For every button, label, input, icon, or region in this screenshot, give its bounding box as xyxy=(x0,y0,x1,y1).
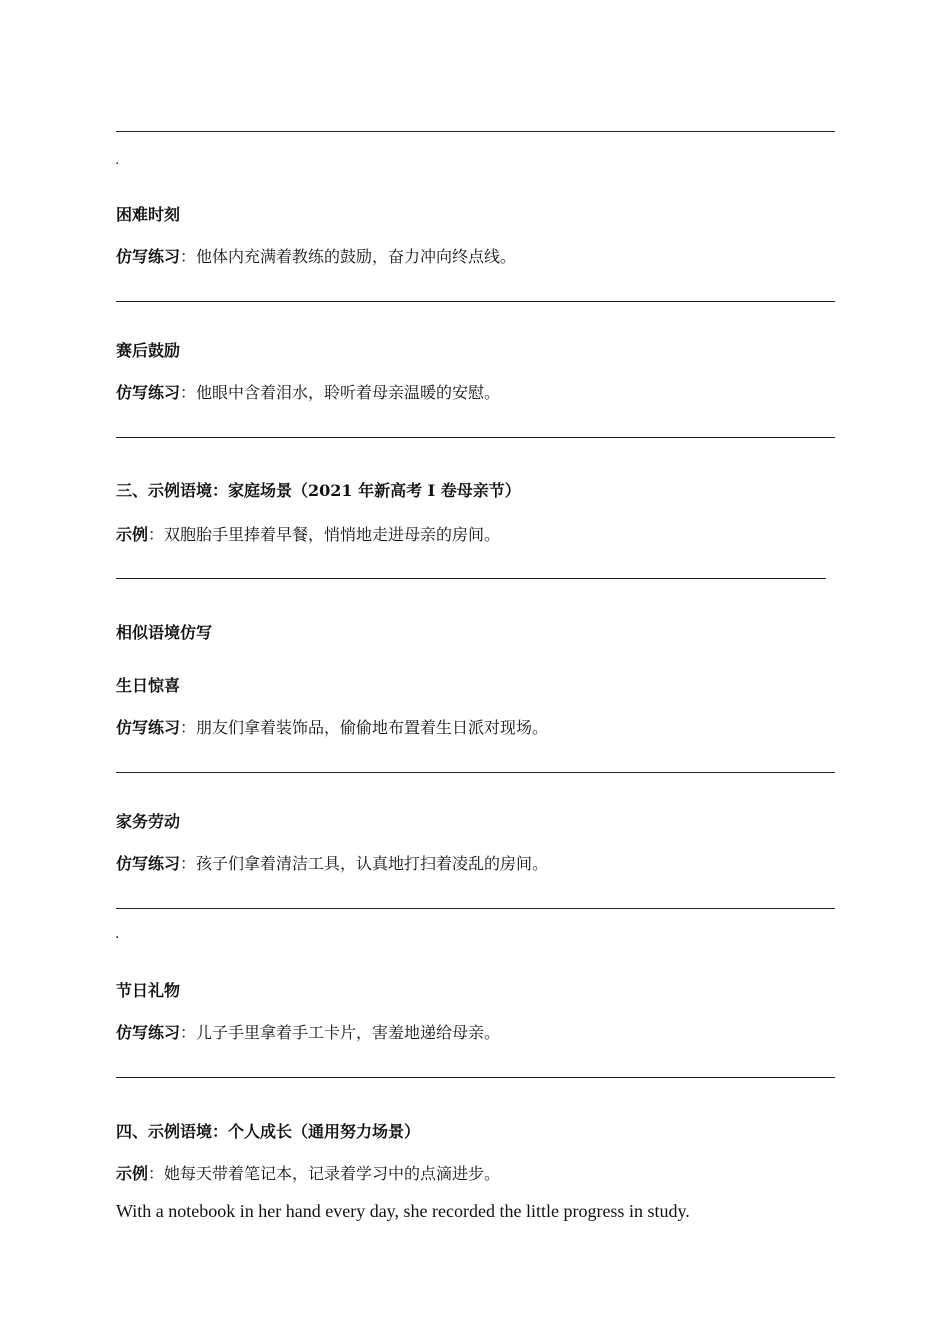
practice-line xyxy=(116,851,548,874)
practice-text: 儿子手里拿着手工卡片，害羞地递给母亲。 xyxy=(196,1023,501,1042)
separator: ： xyxy=(148,525,165,544)
practice-line xyxy=(116,715,548,738)
practice-label: 仿写练习 xyxy=(116,383,181,402)
answer-line xyxy=(116,772,835,773)
separator: ： xyxy=(180,383,197,402)
practice-label: 仿写练习 xyxy=(116,718,181,737)
stray-dot: . xyxy=(115,152,120,168)
answer-line xyxy=(116,131,835,132)
answer-line xyxy=(116,437,835,438)
scenario-heading: 节日礼物 xyxy=(116,981,181,1000)
example-line xyxy=(116,1161,500,1184)
example-label: 示例 xyxy=(116,1164,149,1183)
answer-line xyxy=(116,908,835,909)
separator: ： xyxy=(180,247,197,266)
english-translation: With a notebook in her hand every day, she recorded the little progress in study. xyxy=(116,1201,690,1221)
answer-line xyxy=(116,578,826,579)
separator: ： xyxy=(180,718,197,737)
section-heading: 四、示例语境：个人成长（通用努力场景） xyxy=(116,1122,421,1141)
practice-label: 仿写练习 xyxy=(116,1023,181,1042)
answer-line xyxy=(116,1077,835,1078)
subsection-heading: 相似语境仿写 xyxy=(116,623,213,642)
separator: ： xyxy=(148,1164,165,1183)
practice-line xyxy=(116,380,500,403)
practice-line xyxy=(116,244,516,267)
practice-label: 仿写练习 xyxy=(116,247,181,266)
example-text: 她每天带着笔记本，记录着学习中的点滴进步。 xyxy=(164,1164,501,1183)
separator: ： xyxy=(180,854,197,873)
example-text: 双胞胎手里捧着早餐，悄悄地走进母亲的房间。 xyxy=(164,525,501,544)
practice-label: 仿写练习 xyxy=(116,854,181,873)
scenario-heading: 困难时刻 xyxy=(116,205,181,224)
example-line xyxy=(116,522,500,545)
practice-line xyxy=(116,1020,500,1043)
scenario-heading: 家务劳动 xyxy=(116,812,181,831)
separator: ： xyxy=(180,1023,197,1042)
answer-line xyxy=(116,301,835,302)
stray-dot: . xyxy=(115,926,120,942)
practice-text: 他眼中含着泪水，聆听着母亲温暖的安慰。 xyxy=(196,383,501,402)
example-label: 示例 xyxy=(116,525,149,544)
practice-text: 他体内充满着教练的鼓励，奋力冲向终点线。 xyxy=(196,247,517,266)
scenario-heading: 赛后鼓励 xyxy=(116,341,181,360)
section-heading: 三、示例语境：家庭场景（2021 年新高考 Ⅰ 卷母亲节） xyxy=(116,481,521,500)
practice-text: 孩子们拿着清洁工具，认真地打扫着凌乱的房间。 xyxy=(196,854,549,873)
scenario-heading: 生日惊喜 xyxy=(116,676,181,695)
practice-text: 朋友们拿着装饰品，偷偷地布置着生日派对现场。 xyxy=(196,718,549,737)
